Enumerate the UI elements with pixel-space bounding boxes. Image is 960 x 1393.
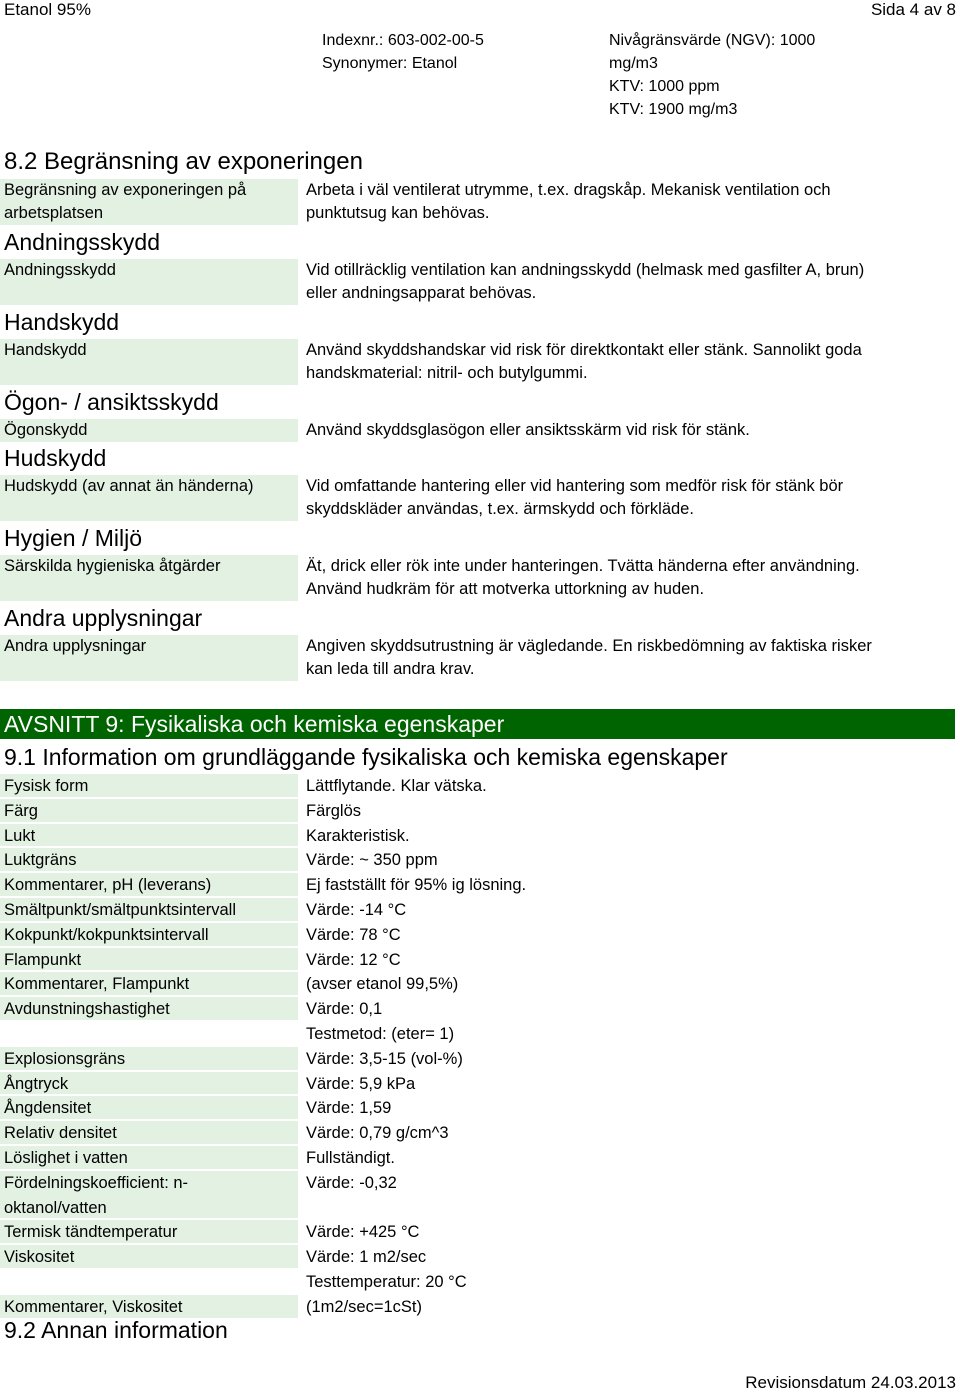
property-value [306, 997, 926, 1047]
hand-value-line-2: handskmaterial: nitril- och butylgummi. [306, 364, 588, 382]
section-9-banner: AVSNITT 9: Fysikaliska och kemiska egenskaper [0, 709, 955, 739]
property-label-text: Kommentarer, Flampunkt [4, 975, 190, 994]
property-label-text: Explosionsgräns [4, 1049, 126, 1068]
property-label [0, 1146, 298, 1169]
property-value-text: (avser etanol 99,5%) [306, 975, 459, 994]
property-label-text: Flampunkt [4, 950, 82, 969]
exposure-label-line-1: Begränsning av exponeringen på [4, 181, 247, 199]
property-value-text: Värde: -14 °C [306, 901, 407, 919]
hygiene-value [306, 555, 926, 601]
property-value [306, 1295, 926, 1320]
property-value [306, 774, 926, 799]
property-value [306, 1072, 926, 1097]
hand-value-line-1: Använd skyddshandskar vid risk för direktkontakt eller stänk. Sannolikt goda [306, 341, 862, 359]
property-value [306, 1096, 926, 1121]
exposure-workplace-value [306, 179, 926, 225]
respiratory-value-line-2: eller andningsapparat behövas. [306, 284, 537, 302]
property-value [306, 1146, 926, 1171]
skin-value-line-1: Vid omfattande hantering eller vid hantering som medför risk för stänk bör [306, 477, 844, 495]
property-label [0, 1295, 298, 1318]
skin-label: Hudskydd (av annat än händerna) [0, 475, 298, 521]
index-number: Indexnr.: 603-002-00-5 [322, 32, 484, 49]
property-value-text: Värde: 12 °C [306, 950, 401, 969]
property-label [0, 873, 298, 896]
hand-heading: Handskydd [4, 309, 120, 335]
property-value [306, 848, 926, 873]
property-label-text: Kommentarer, Viskositet [4, 1297, 183, 1316]
property-label [0, 1171, 298, 1219]
property-value-text: Värde: 5,9 kPa [306, 1074, 416, 1093]
property-value-text: Värde: ~ 350 ppm [306, 851, 438, 870]
property-value [306, 948, 926, 973]
product-name: Etanol 95% [4, 0, 91, 19]
property-value-text: Värde: 1,59 [306, 1099, 392, 1118]
property-value-text: Värde: 3,5-15 (vol-%) [306, 1049, 463, 1068]
property-label [0, 1047, 298, 1070]
property-value-text: Värde: 78 °C [306, 925, 401, 944]
property-label-text: Kommentarer, pH (leverans) [4, 876, 212, 895]
property-value-text: Värde: 1 m2/sec [306, 1248, 427, 1267]
ktv-ppm: KTV: 1000 ppm [609, 78, 720, 95]
property-label [0, 972, 298, 995]
property-value-text: Karakteristisk. [306, 826, 410, 845]
hand-label: Handskydd [0, 339, 298, 385]
property-value [306, 923, 926, 948]
property-label-text: Smältpunkt/smältpunktsintervall [4, 901, 237, 919]
property-label [0, 1121, 298, 1144]
property-value-text: Värde: +425 °C [306, 1223, 420, 1242]
exposure-workplace-label [0, 179, 298, 225]
eye-value: Använd skyddsglasögon eller ansiktsskärm vid risk för stänk. [306, 421, 750, 439]
property-label-text: Lukt [4, 826, 36, 845]
other-info-value-line-1: Angiven skyddsutrustning är vägledande. En riskbedömning av faktiska risker [306, 637, 872, 655]
property-value-text-2: Testmetod: (eter= 1) [306, 1024, 455, 1043]
property-label-text: Ångdensitet [4, 1099, 92, 1118]
property-value [306, 1220, 926, 1245]
eye-face-heading: Ögon- / ansiktsskydd [4, 389, 219, 415]
property-label-text: Luktgräns [4, 851, 77, 870]
property-label [0, 923, 298, 946]
property-value [306, 1245, 926, 1295]
ngv-line-2: mg/m3 [609, 55, 658, 72]
respiratory-label: Andningsskydd [0, 259, 298, 305]
page-number: Sida 4 av 8 [870, 0, 956, 19]
property-label-text-2: oktanol/vatten [4, 1198, 107, 1217]
property-label-text: Ångtryck [4, 1074, 69, 1093]
property-label-text: Relativ densitet [4, 1124, 117, 1143]
revision-date: Revisionsdatum 24.03.2013 [745, 1373, 956, 1392]
section-9-1-title: 9.1 Information om grundläggande fysikaliska och kemiska egenskaper [4, 744, 728, 770]
property-label [0, 1245, 298, 1268]
property-value [306, 799, 926, 824]
property-label-text: Färg [4, 801, 38, 820]
hand-value [306, 339, 926, 385]
property-value-text: Värde: 0,1 [306, 1000, 383, 1019]
skin-value [306, 475, 926, 521]
property-label [0, 799, 298, 822]
ktv-mg: KTV: 1900 mg/m3 [609, 101, 738, 118]
other-info-value [306, 635, 926, 681]
property-label-text: Viskositet [4, 1248, 75, 1267]
respiratory-heading: Andningsskydd [4, 229, 160, 255]
property-value-text: Lättflytande. Klar vätska. [306, 777, 487, 795]
section-8-2-title: 8.2 Begränsning av exponeringen [4, 148, 363, 175]
property-value-text: Värde: -0,32 [306, 1173, 397, 1192]
other-info-label: Andra upplysningar [0, 635, 298, 681]
eye-label: Ögonskydd [0, 419, 298, 442]
property-label [0, 1096, 298, 1119]
property-label [0, 1072, 298, 1095]
skin-heading: Hudskydd [4, 445, 107, 471]
property-value [306, 898, 926, 923]
ngv-line-1: Nivågränsvärde (NGV): 1000 [609, 32, 816, 49]
property-value-text: Ej fastställt för 95% ig lösning. [306, 876, 527, 895]
property-label [0, 948, 298, 971]
property-label-text: Fördelningskoefficient: n- [4, 1173, 189, 1192]
hygiene-heading: Hygien / Miljö [4, 525, 143, 551]
other-info-value-line-2: kan leda till andra krav. [306, 660, 475, 678]
hygiene-label: Särskilda hygieniska åtgärder [0, 555, 298, 601]
hygiene-value-line-1: Ät, drick eller rök inte under hanteringen. Tvätta händerna efter användning. [306, 557, 860, 575]
other-info-heading: Andra upplysningar [4, 605, 203, 631]
property-label-text: Löslighet i vatten [4, 1149, 128, 1167]
hygiene-value-line-2: Använd hudkräm för att motverka uttorkning av huden. [306, 580, 705, 598]
property-label [0, 997, 298, 1020]
property-label [0, 824, 298, 847]
property-value-text: (1m2/sec=1cSt) [306, 1297, 422, 1316]
property-label [0, 1220, 298, 1243]
property-value-text: Värde: 0,79 g/cm^3 [306, 1124, 449, 1143]
property-label-text: Fysisk form [4, 777, 89, 795]
section-9-2-title: 9.2 Annan information [4, 1317, 228, 1343]
property-label-text: Kokpunkt/kokpunktsintervall [4, 925, 209, 944]
property-value-text: Fullständigt. [306, 1149, 395, 1167]
property-label [0, 848, 298, 871]
property-label [0, 774, 298, 797]
property-value [306, 824, 926, 849]
respiratory-value [306, 259, 926, 305]
exposure-value-line-2: punktutsug kan behövas. [306, 204, 490, 222]
synonyms: Synonymer: Etanol [322, 55, 458, 72]
property-value-text-2: Testtemperatur: 20 °C [306, 1272, 467, 1291]
property-value [306, 1171, 926, 1196]
property-label-text: Termisk tändtemperatur [4, 1223, 178, 1242]
property-label-text: Avdunstningshastighet [4, 1000, 170, 1019]
respiratory-value-line-1: Vid otillräcklig ventilation kan andningsskydd (helmask med gasfilter A, brun) [306, 261, 865, 279]
property-value [306, 1121, 926, 1146]
property-value [306, 972, 926, 997]
skin-value-line-2: skyddskläder användas, t.ex. ärmskydd och förkläde. [306, 500, 694, 518]
property-value-text: Färglös [306, 801, 362, 820]
property-value [306, 1047, 926, 1072]
property-value [306, 873, 926, 898]
exposure-value-line-1: Arbeta i väl ventilerat utrymme, t.ex. dragskåp. Mekanisk ventilation och [306, 181, 831, 199]
property-label [0, 898, 298, 921]
exposure-label-line-2: arbetsplatsen [4, 204, 104, 222]
